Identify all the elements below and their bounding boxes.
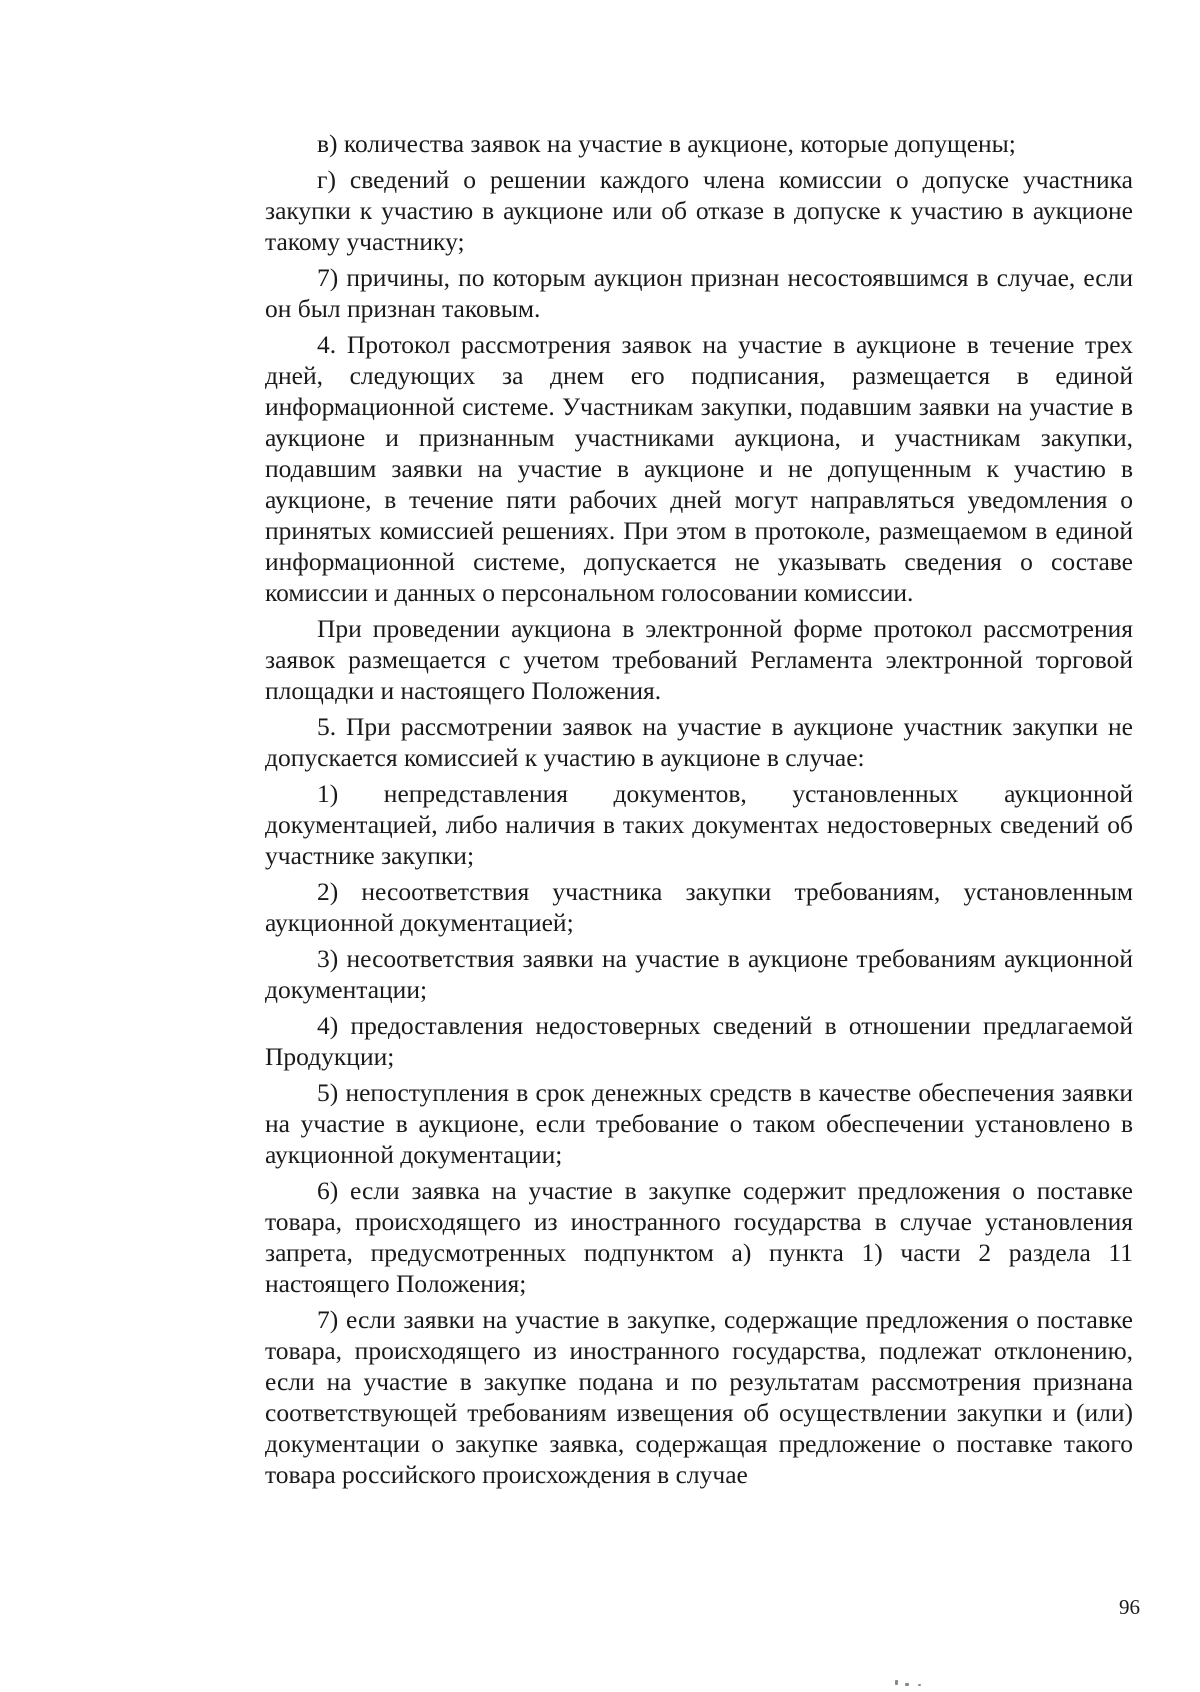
scan-artifact <box>918 1684 921 1686</box>
paragraph-item-7: 7) причины, по которым аукцион признан несостоявшимся в случае, если он был признан таковым. <box>265 263 1133 323</box>
paragraph-section-5: 5. При рассмотрении заявок на участие в аукционе участник закупки не допускается комиссией к участию в аукционе в случае: <box>265 712 1133 772</box>
paragraph-reason-1: 1) непредставления документов, установленных аукционной документацией, либо наличия в таких документах недостоверных сведений об участнике закупки; <box>265 779 1133 870</box>
document-body <box>265 128 1133 1495</box>
paragraph-reason-4: 4) предоставления недостоверных сведений в отношении предлагаемой Продукции; <box>265 1011 1133 1071</box>
paragraph-section-4: 4. Протокол рассмотрения заявок на участие в аукционе в течение трех дней, следующих за днем его подписания, размещается в единой информационной системе. Участникам закупки, подавшим заявки на участие в аукционе и признанным участниками аукциона, и участникам закупки, подавшим заявки на участие в аукционе и не допущенным к участию в аукционе, в течение пяти рабочих дней могут направляться уведомления о принятых комиссией решениях. При этом в протоколе, размещаемом в единой информационной системе, допускается не указывать сведения о составе комиссии и данных о персональном голосовании комиссии. <box>265 330 1133 607</box>
paragraph-electronic-form: При проведении аукциона в электронной форме протокол рассмотрения заявок размещается с учетом требований Регламента электронной торговой площадки и настоящего Положения. <box>265 614 1133 705</box>
paragraph-reason-7: 7) если заявки на участие в закупке, содержащие предложения о поставке товара, происходящего из иностранного государства, подлежат отклонению, если на участие в закупке подана и по результатам рассмотрения признана соответствующей требованиям извещения об осуществлении закупки и (или) документации о закупке заявка, содержащая предложение о поставке такого товара российского происхождения в случае <box>265 1305 1133 1489</box>
paragraph-reason-3: 3) несоответствия заявки на участие в аукционе требованиям аукционной документации; <box>265 944 1133 1004</box>
paragraph-reason-6: 6) если заявка на участие в закупке содержит предложения о поставке товара, происходящего из иностранного государства в случае установления запрета, предусмотренных подпунктом а) пункта 1) части 2 раздела 11 настоящего Положения; <box>265 1176 1133 1298</box>
paragraph-reason-5: 5) непоступления в срок денежных средств в качестве обеспечения заявки на участие в аукционе, если требование о таком обеспечении установлено в аукционной документации; <box>265 1078 1133 1169</box>
paragraph-item-v: в) количества заявок на участие в аукционе, которые допущены; <box>317 129 1016 158</box>
paragraph-reason-2: 2) несоответствия участника закупки требованиям, установленным аукционной документацией; <box>265 877 1133 937</box>
scan-artifact <box>895 1680 898 1685</box>
page-number: 96 <box>1119 1595 1140 1619</box>
scan-artifact <box>905 1683 909 1686</box>
paragraph-item-g: г) сведений о решении каждого члена комиссии о допуске участника закупки к участию в аукционе или об отказе в допуске к участию в аукционе такому участнику; <box>265 165 1133 256</box>
